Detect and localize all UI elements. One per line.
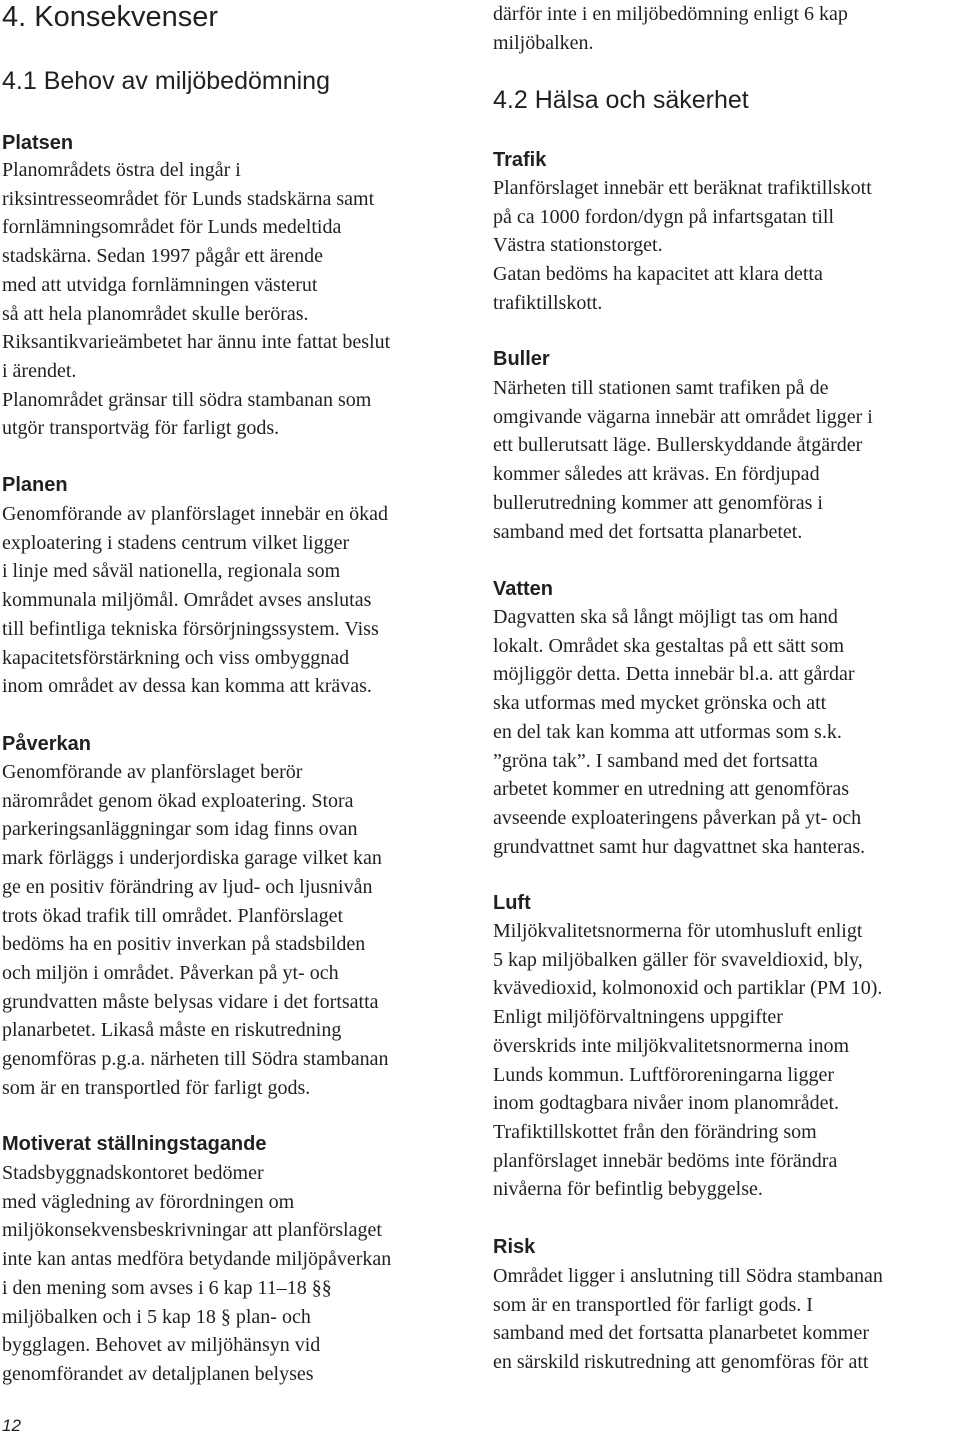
text-line: Miljökvalitetsnormerna för utomhusluft enligt [493,920,863,942]
heading-vatten: Vatten [493,578,554,600]
text-line: lokalt. Området ska gestaltas på ett sätt som [493,634,845,657]
text-line: stadskärna. Sedan 1997 pågår ett ärende [2,245,323,268]
text-line: bygglagen. Behovet av miljöhänsyn vid [2,1334,321,1357]
text-line: kapacitetsförstärkning och viss ombyggnad [2,646,350,669]
text-line: kommunala miljömål. Området avses anslutas [2,589,372,612]
text-line: fornlämningsområdet för Lunds medeltida [2,216,342,239]
text-line: ge en positiv förändring av ljud- och ljusnivån [2,875,373,898]
text-line: Genomförande av planförslaget berör [2,761,303,783]
text-line: Planområdets östra del ingår i [2,159,241,181]
text-line: avseende exploateringens påverkan på yt- och [493,806,862,829]
text-line: planförslaget innebär bedöms inte förändra [493,1149,838,1172]
text-line: inte kan antas medföra betydande miljöpåverkan [2,1248,392,1271]
text-line: arbetet kommer en utredning att genomföras [493,778,849,801]
text-line: nivåerna för befintlig bebyggelse. [493,1178,763,1201]
text-line: kvävedioxid, kolmonoxid och partiklar (PM 10). [493,977,883,1000]
text-line: inom området av dessa kan komma att krävas. [2,675,372,698]
chapter-title: 4. Konsekvenser [2,1,219,33]
heading-planen: Planen [2,474,68,496]
text-line: Genomförande av planförslaget innebär en ökad [2,503,388,525]
heading-luft: Luft [493,892,531,914]
text-line: omgivande vägarna innebär att området ligger i [493,405,873,428]
text-line: miljöbalken. [493,31,594,54]
text-line: bullerutredning kommer att genomföras i [493,491,823,514]
text-line: Riksantikvarieämbetet har ännu inte fattat beslut [2,331,391,354]
text-line: en del tak kan komma att utformas som s.k. [493,720,842,743]
text-line: genomförandet av detaljplanen belyses [2,1362,314,1385]
paragraph-continuation [493,0,848,57]
text-line: närområdet genom ökad exploatering. Stora [2,789,354,812]
text-line: Enligt miljöförvaltningens uppgifter [493,1006,783,1029]
text-line: utgör transportväg för farligt gods. [2,417,280,440]
paragraph-luft [493,917,882,1204]
paragraph-paverkan [2,758,389,1102]
paragraph-trafik [493,174,872,318]
heading-risk: Risk [493,1236,536,1258]
text-line: och miljön i området. Påverkan på yt- och [2,961,339,984]
text-line: ett bullerutsatt läge. Bullerskyddande åtgärder [493,434,863,457]
text-line: ”gröna tak”. I samband med det fortsatta [493,749,818,772]
text-line: Gatan bedöms ha kapacitet att klara detta [493,263,823,286]
text-line: trafiktillskott. [493,291,603,314]
text-line: mark förläggs i underjordiska garage vilket kan [2,847,382,870]
text-line: kommer således att krävas. En fördjupad [493,463,820,486]
text-line: ska utformas med mycket grönska och att [493,692,827,715]
text-line: parkeringsanläggningar som idag finns ovan [2,818,358,841]
text-line: exploatering i stadens centrum vilket ligger [2,531,350,554]
text-line: miljökonsekvensbeskrivningar att planförslaget [2,1219,382,1242]
text-line: samband med det fortsatta planarbetet kommer [493,1322,869,1345]
heading-buller: Buller [493,348,550,370]
text-line: Västra stationstorget. [493,234,663,257]
text-line: Planförslaget innebär ett beräknat trafiktillskott [493,177,872,199]
heading-platsen: Platsen [2,132,74,154]
text-line: därför inte i en miljöbedömning enligt 6 kap [493,3,848,25]
text-line: som är en transportled för farligt gods. [2,1076,311,1099]
paragraph-planen [2,500,388,701]
text-line: med vägledning av förordningen om [2,1190,295,1213]
paragraph-buller [493,374,873,546]
section-title-halsa: 4.2 Hälsa och säkerhet [493,86,749,114]
text-line: med att utvidga fornlämningen västerut [2,273,318,296]
text-line: miljöbalken och i 5 kap 18 § plan- och [2,1305,311,1328]
text-line: så att hela planområdet skulle beröras. [2,302,309,325]
text-line: i den mening som avses i 6 kap 11–18 §§ [2,1276,332,1299]
text-line: bedöms ha en positiv inverkan på stadsbilden [2,933,366,956]
heading-paverkan: Påverkan [2,733,91,755]
text-line: i linje med såväl nationella, regionala som [2,560,341,583]
text-line: Stadsbyggnadskontoret bedömer [2,1162,264,1184]
text-line: genomföras p.g.a. närheten till Södra stambanan [2,1048,389,1071]
heading-motiverat: Motiverat ställningstagande [2,1133,267,1155]
text-line: Dagvatten ska så långt möjligt tas om hand [493,606,838,628]
text-line: samband med det fortsatta planarbetet. [493,520,803,543]
text-line: trots ökad trafik till området. Planförslaget [2,904,344,927]
text-line: Området ligger i anslutning till Södra stambanan [493,1265,883,1287]
text-line: i ärendet. [2,359,77,382]
text-line: en särskild riskutredning att genomföras för att [493,1351,869,1374]
paragraph-motiverat [2,1159,391,1389]
heading-trafik: Trafik [493,149,547,171]
text-line: Närheten till stationen samt trafiken på de [493,377,829,399]
text-line: på ca 1000 fordon/dygn på infartsgatan till [493,205,835,228]
text-line: riksintresseområdet för Lunds stadskärna samt [2,187,375,210]
paragraph-vatten [493,603,865,861]
text-line: planarbetet. Likaså måste en riskutredning [2,1019,342,1042]
text-line: inom godtagbara nivåer inom planområdet. [493,1092,840,1115]
text-line: möjliggör detta. Detta innebär bl.a. att gårdar [493,663,855,686]
paragraph-platsen [2,156,390,443]
text-line: 5 kap miljöbalken gäller för svaveldioxid, bly, [493,948,863,971]
text-line: som är en transportled för farligt gods. I [493,1293,813,1316]
text-line: till befintliga tekniska försörjningssystem. Viss [2,617,379,640]
paragraph-risk [493,1262,883,1377]
text-line: Lunds kommun. Luftföroreningarna ligger [493,1063,835,1086]
text-line: grundvattnet samt hur dagvattnet ska hanteras. [493,835,866,858]
text-line: Trafiktillskottet från den förändring som [493,1120,817,1143]
text-line: överskrids inte miljökvalitetsnormerna inom [493,1034,850,1057]
page-number: 12 [2,1416,21,1435]
text-line: grundvatten måste belysas vidare i det fortsatta [2,990,379,1013]
text-line: Planområdet gränsar till södra stambanan som [2,388,372,411]
section-title-behov: 4.1 Behov av miljöbedömning [2,67,330,95]
